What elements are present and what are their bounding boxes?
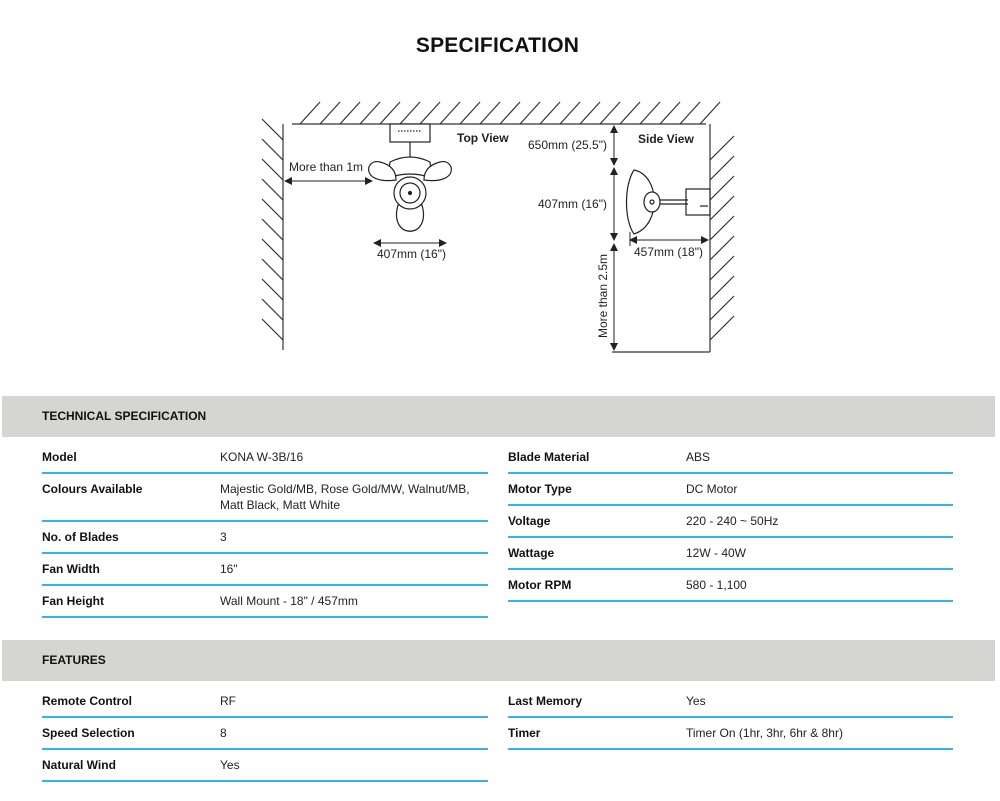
clearance-side-label: More than 1m [289,160,364,174]
spec-label: Colours Available [42,482,143,496]
side-drop-label: 650mm (25.5") [528,138,607,152]
spec-row [42,522,488,554]
spec-value: Majestic Gold/MB, Rose Gold/MW, Walnut/MB, Matt Black, Matt White [220,482,470,512]
technical-spec-heading: TECHNICAL SPECIFICATION [42,409,207,423]
spec-value: Yes [220,758,240,772]
spec-label: Motor Type [508,482,572,496]
left-wall-hatch [262,119,283,350]
technical-spec-left-column [42,442,488,618]
side-diameter-label: 407mm (16") [538,197,607,211]
spec-row [42,750,488,782]
spec-value: Timer On (1hr, 3hr, 6hr & 8hr) [686,726,843,740]
spec-value: Yes [686,694,706,708]
spec-value: 580 - 1,100 [686,578,747,592]
side-view-fan [627,170,711,234]
spec-value: 8 [220,726,227,740]
spec-value: DC Motor [686,482,738,496]
spec-value: RF [220,694,236,708]
spec-value: KONA W-3B/16 [220,450,304,464]
spec-row [42,686,488,718]
features-heading: FEATURES [42,653,106,667]
spec-label: Blade Material [508,450,590,464]
spec-row [42,474,488,522]
features-right-column [508,686,953,750]
features-left-column [42,686,488,782]
spec-value: ABS [686,450,711,464]
top-view-fan [369,124,452,231]
spec-label: Natural Wind [42,758,116,772]
spec-value: Wall Mount - 18" / 457mm [220,594,358,608]
page-title: SPECIFICATION [415,34,580,57]
spec-row [508,538,953,570]
spec-row [508,718,953,750]
spec-label: Model [42,450,77,464]
spec-label: Last Memory [508,694,583,708]
installation-diagram [0,0,1000,370]
spec-label: Wattage [508,546,555,560]
right-wall-hatch [710,124,734,352]
side-view-label: Side View [638,132,694,146]
spec-value: 12W - 40W [686,546,747,560]
spec-row [42,554,488,586]
spec-row [42,586,488,618]
technical-spec-header [2,396,995,437]
features-header [2,640,995,681]
spec-label: No. of Blades [42,530,119,544]
spec-label: Motor RPM [508,578,572,592]
spec-value: 16" [220,562,238,576]
spec-label: Fan Width [42,562,100,576]
spec-row [508,570,953,602]
spec-label: Voltage [508,514,551,528]
spec-row [508,686,953,718]
side-floor-label: More than 2.5m [596,253,610,338]
spec-value: 220 - 240 ~ 50Hz [686,514,779,528]
spec-row [42,718,488,750]
spec-value: 3 [220,530,227,544]
top-width-label: 407mm (16") [377,247,446,261]
spec-row [508,442,953,474]
side-depth-label: 457mm (18") [634,245,703,259]
spec-label: Timer [508,726,541,740]
spec-row [508,506,953,538]
technical-spec-right-column [508,442,953,602]
spec-row [42,442,488,474]
spec-label: Fan Height [42,594,104,608]
spec-row [508,474,953,506]
top-view-label: Top View [457,131,509,145]
ceiling-hatch [292,102,720,124]
spec-label: Remote Control [42,694,132,708]
spec-label: Speed Selection [42,726,135,740]
